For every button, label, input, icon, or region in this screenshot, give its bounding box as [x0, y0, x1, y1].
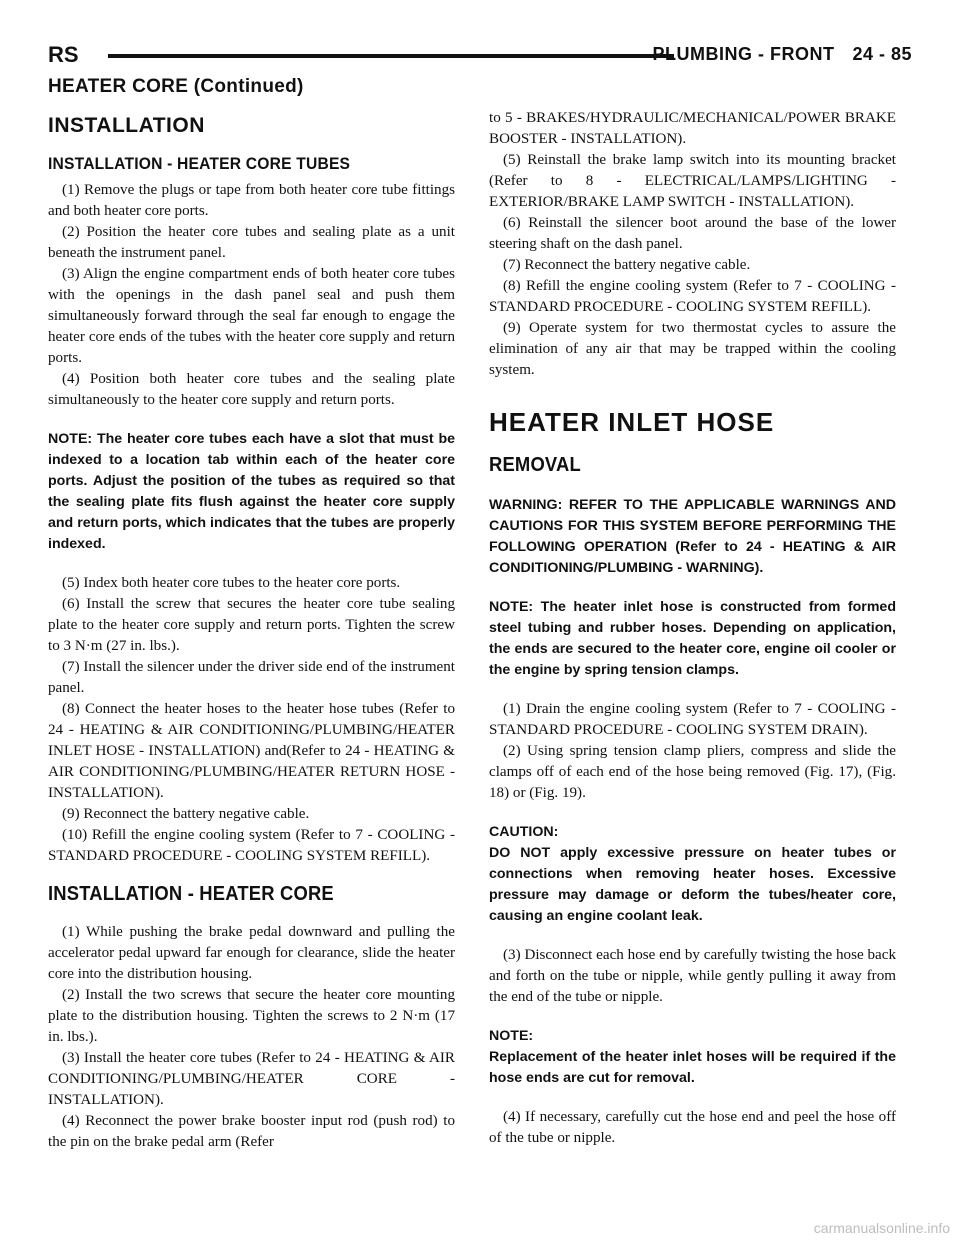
removal-step: (2) Using spring tension clamp pliers, compress and slide the clamps off of each end of the hose being removed (Fig. 17), (Fig. 18) or (Fig. 19). — [489, 743, 896, 801]
header-section — [652, 44, 912, 65]
header-rule — [108, 54, 674, 58]
caution-title: CAUTION: — [489, 824, 559, 840]
heater-inlet-hose-heading: HEATER INLET HOSE — [489, 407, 775, 437]
core-step: (9) Operate system for two thermostat cycles to assure the elimination of any air that may be trapped within the cooling system. — [489, 320, 896, 378]
tubes-step: (1) Remove the plugs or tape from both heater core tube fittings and both heater core ports. — [48, 182, 455, 219]
tubes-step: (6) Install the screw that secures the heater core tube sealing plate to the heater core supply and return ports. Tighten the screw to 3 N·m (27 in. lbs.). — [48, 596, 455, 654]
core-step: (6) Reinstall the silencer boot around the base of the lower steering shaft on the dash panel. — [489, 215, 896, 252]
tubes-step: (8) Connect the heater hoses to the heater hose tubes (Refer to 24 - HEATING & AIR CONDITIONING/PLUMBING/HEATER INLET HOSE - INSTALLATION) and(Refer to 24 - HEATING & AIR CONDITIONING/PLUMBING/HEATER RETURN HOSE - INSTALLATION). — [48, 701, 455, 801]
header-model-code: RS — [48, 42, 79, 67]
core-step: (1) While pushing the brake pedal downward and pulling the accelerator pedal upward far enough for clearance, slide the heater core into the distribution housing. — [48, 924, 455, 982]
core-step: (4) Reconnect the power brake booster input rod (push rod) to the pin on the brake pedal arm (Refer — [48, 1113, 455, 1150]
caution-block — [489, 822, 896, 927]
continued-heading: HEATER CORE (Continued) — [48, 76, 304, 97]
core-step: (5) Reinstall the brake lamp switch into its mounting bracket (Refer to 8 - ELECTRICAL/LAMPS/LIGHTING - EXTERIOR/BRAKE LAMP SWITCH - INSTALLATION). — [489, 152, 896, 210]
core-step: (8) Refill the engine cooling system (Refer to 7 - COOLING - STANDARD PROCEDURE - COOLING SYSTEM REFILL). — [489, 278, 896, 315]
warning-text: WARNING: REFER TO THE APPLICABLE WARNINGS AND CAUTIONS FOR THIS SYSTEM BEFORE PERFORMING THE FOLLOWING OPERATION (Refer to 24 - HEATING & AIR CONDITIONING/PLUMBING - WARNING). — [489, 497, 896, 576]
tubes-step: (5) Index both heater core tubes to the heater core ports. — [62, 575, 401, 591]
core-step: (7) Reconnect the battery negative cable. — [503, 257, 751, 273]
tubes-step: (7) Install the silencer under the driver side end of the instrument panel. — [48, 659, 455, 696]
installation-heading: INSTALLATION — [48, 114, 205, 137]
header-section-title: PLUMBING - FRONT — [652, 44, 835, 64]
core-step-continued: to 5 - BRAKES/HYDRAULIC/MECHANICAL/POWER BRAKE BOOSTER - INSTALLATION). — [489, 110, 896, 147]
tubes-step: (9) Reconnect the battery negative cable. — [62, 806, 310, 822]
tubes-step: (10) Refill the engine cooling system (Refer to 7 - COOLING - STANDARD PROCEDURE - COOLING SYSTEM REFILL). — [48, 827, 455, 864]
right-column — [489, 108, 896, 1149]
left-column — [48, 108, 455, 1153]
tubes-note: NOTE: The heater core tubes each have a slot that must be indexed to a location tab within each of the heater core ports. Adjust the position of the tubes as required so that the sealing plate fits flush against the heater core supply and return ports, which indicates that the tubes are properly indexed. — [48, 431, 455, 552]
removal-step: (3) Disconnect each hose end by carefully twisting the hose back and forth on the tube or nipple, while gently pulling it away from the end of the tube or nipple. — [489, 947, 896, 1005]
page-header — [48, 42, 912, 72]
tubes-step: (3) Align the engine compartment ends of both heater core tubes with the openings in the dash panel seal and push them simultaneously forward through the seal far enough to engage the heater core ends of the tubes with the heater core supply and return ports. — [48, 266, 455, 366]
removal-step: (4) If necessary, carefully cut the hose end and peel the hose off of the tube or nipple. — [489, 1109, 896, 1146]
core-step: (2) Install the two screws that secure the heater core mounting plate to the distribution housing. Tighten the screws to 2 N·m (17 in. lbs.). — [48, 987, 455, 1045]
header-page-number: 24 - 85 — [852, 44, 912, 64]
heater-core-tubes-heading: INSTALLATION - HEATER CORE TUBES — [48, 154, 351, 173]
caution-text: DO NOT apply excessive pressure on heater tubes or connections when removing heater hoses. Excessive pressure may damage or deform the tubes/heater core, causing an engine coolant leak. — [489, 845, 896, 924]
replacement-note — [489, 1026, 896, 1089]
note-title: NOTE: — [489, 1028, 534, 1044]
heater-core-install-heading: INSTALLATION - HEATER CORE — [48, 883, 334, 905]
hose-note: NOTE: The heater inlet hose is constructed from formed steel tubing and rubber hoses. Depending on application, the ends are secured to the heater core, engine oil cooler or the engine by spring tension clamps. — [489, 599, 896, 678]
core-step: (3) Install the heater core tubes (Refer to 24 - HEATING & AIR CONDITIONING/PLUMBING/HEATER CORE - INSTALLATION). — [48, 1050, 455, 1108]
note-text: Replacement of the heater inlet hoses will be required if the hose ends are cut for removal. — [489, 1049, 896, 1086]
removal-step: (1) Drain the engine cooling system (Refer to 7 - COOLING - STANDARD PROCEDURE - COOLING SYSTEM DRAIN). — [489, 701, 896, 738]
watermark-text: carmanualsonline.info — [813, 1220, 950, 1236]
removal-heading: REMOVAL — [489, 454, 581, 476]
tubes-step: (4) Position both heater core tubes and the sealing plate simultaneously to the heater core supply and return ports. — [48, 371, 455, 408]
tubes-step: (2) Position the heater core tubes and sealing plate as a unit beneath the instrument panel. — [48, 224, 455, 261]
